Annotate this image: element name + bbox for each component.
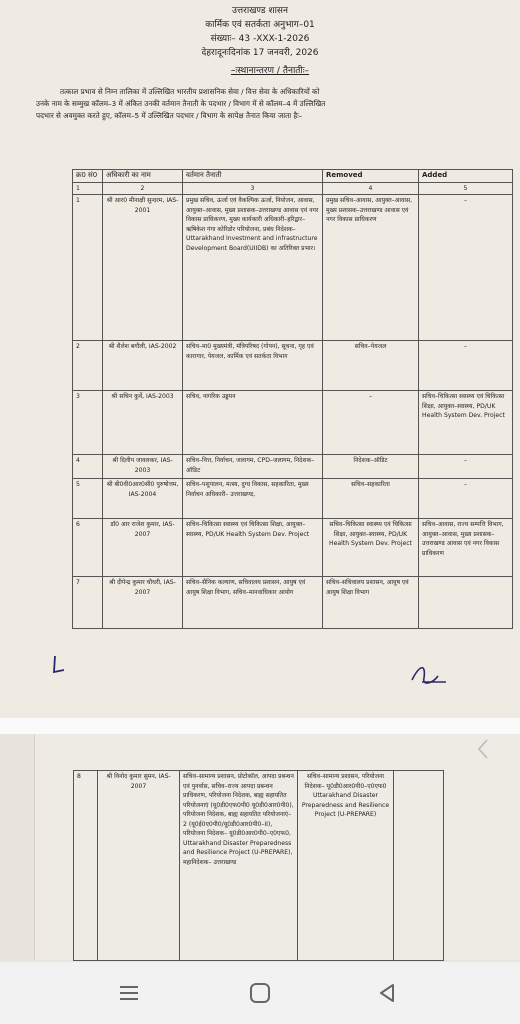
- current-posting-cell: प्रमुख सचिव, ऊर्जा एवं वैकल्पिक ऊर्जा, नियोजन, आवास, आयुक्त–आवास, मुख्य प्रशासक–उत्तराखण्ड आवास एवं नगर विकास प्राधिकरण, मुख्य कार्यकारी अधिकारी–हरिद्वार–ऋषिकेश गंगा कोरिडोर परियोजना, प्रबंध निदेशक– Uttarakhand Investment and infrastructure Development Board(UIIDB) का अतिरिक्त प्रभार।: [183, 195, 323, 341]
- added-cell: –: [419, 455, 513, 479]
- table-row: [73, 519, 513, 577]
- current-posting-cell: सचिव–चिकित्सा स्वास्थ्य एवं चिकित्सा शिक्षा, आयुक्त–स्वास्थ्य, PD/UK Health System Dev. Project: [183, 519, 323, 577]
- body-paragraph-line-2: उनके नाम के सम्मुख कॉलम–3 में अंकित उनकी वर्तमान तैनाती के पदभार / विभाग में से कॉलम–4 में उल्लिखित: [36, 99, 326, 108]
- removed-cell: सचिव–पेयजल: [323, 341, 419, 391]
- removed-cell: निदेशक–ऑडिट: [323, 455, 419, 479]
- org-title: उत्तराखण्ड शासन: [231, 6, 288, 16]
- column-number-row: [73, 182, 513, 195]
- table-row: [73, 341, 513, 391]
- table-row: [73, 195, 513, 341]
- officer-name-cell: डॉ0 आर राजेश कुमार, IAS-2007: [103, 519, 183, 577]
- table-row: [73, 455, 513, 479]
- added-cell: सचिव–चिकित्सा स्वास्थ्य एवं चिकित्सा शिक्षा, आयुक्त–स्वास्थ्य, PD/UK Health System Dev. Project: [419, 391, 513, 455]
- body-paragraph-line-1: तत्काल प्रभाव से निम्न तालिका में उल्लिखित भारतीय प्रशासनिक सेवा / वित्त सेवा के अधिकारियों को: [60, 87, 320, 96]
- page-gap: [0, 718, 520, 734]
- home-icon[interactable]: [245, 978, 275, 1008]
- removed-cell: –: [323, 391, 419, 455]
- header-removed: Removed: [323, 170, 419, 183]
- added-cell: [394, 771, 444, 961]
- removed-cell: प्रमुख सचिव–आवास, आयुक्त–आवास, मुख्य प्रशासक–उत्तराखण्ड आवास एवं नगर विकास प्राधिकरण: [323, 195, 419, 341]
- serial-cell: 1: [73, 195, 103, 341]
- added-cell: सचिव–आवास, राज्य सम्पत्ति विभाग, आयुक्त–आवास, मुख्य प्रशासक–उत्तराखण्ड आवास एवं नगर विकास प्राधिकरण: [419, 519, 513, 577]
- document-page-2: [34, 734, 520, 960]
- officer-name-cell: श्री विनोद कुमार सुमन, IAS-2007: [98, 771, 180, 961]
- current-posting-cell: सचिव–सामान्य प्रशासन, प्रोटोकॉल, आपदा प्रबन्धन एवं पुनर्वास, सचिव–राज्य आपदा प्रबन्धन प्राधिकरण, परियोजना निदेशक, बाह्य सहायतित परियोजनाएं (यू0डी0एफ0पी0 यू0डी0आर0पी0), परियोजना निदेशक, बाह्य सहायतित परियोजनाएं–2 (यू0ई0ए0पी0/यू0डी0आर0पी0–II), परियोजना निदेशक– यू0डी0आर0पी0–ए0एफ0, Uttarakhand Disaster Preparedness and Resilience Project (U-PREPARE), महानिदेशक– उत्तराखण्ड: [180, 771, 298, 961]
- officer-name-cell: श्री शैलेश बगौली, IAS-2002: [103, 341, 183, 391]
- removed-cell: सचिव–चिकित्सा स्वास्थ्य एवं चिकित्सा शिक्षा, आयुक्त–स्वास्थ्य, PD/UK Health System Dev. Project: [323, 519, 419, 577]
- header-added: Added: [419, 170, 513, 183]
- department-title: कार्मिक एवं सतर्कता अनुभाग–01: [205, 20, 315, 30]
- recent-apps-icon[interactable]: [114, 978, 144, 1008]
- chevron-left-icon[interactable]: [476, 738, 490, 760]
- current-posting-cell: सचिव–मा0 मुख्यमंत्री, मंत्रिपरिषद (गोपन), सूचना, गृह एवं कारागार, पेयजल, कार्मिक एवं सतर्कता विभाग: [183, 341, 323, 391]
- officer-name-cell: श्री आर0 मीनाक्षी सुन्दरम, IAS-2001: [103, 195, 183, 341]
- serial-cell: 6: [73, 519, 103, 577]
- current-posting-cell: सचिव, नागरिक उड्डयन: [183, 391, 323, 455]
- triangle-back-icon[interactable]: [372, 978, 402, 1008]
- table-row: [73, 479, 513, 519]
- reference-number: संख्याः– 43 -XXX-1-2026: [210, 34, 310, 44]
- removed-cell: सचिव–सामान्य प्रशासन, परियोजना निदेशक– यू0डी0आर0पी0–ए0एफ0 Uttarakhand Disaster Preparedness and Resilience Project (U-PREPARE): [298, 771, 394, 961]
- system-navigation-bar: [0, 962, 520, 1024]
- serial-cell: 2: [73, 341, 103, 391]
- header-serial: क्र0 सं0: [73, 170, 103, 183]
- current-posting-cell: सचिव–वित्त, निर्वाचन, जलागम, CPD–जलागम, निदेशक–ऑडिट: [183, 455, 323, 479]
- serial-cell: 4: [73, 455, 103, 479]
- added-cell: –: [419, 195, 513, 341]
- added-cell: –: [419, 341, 513, 391]
- added-cell: –: [419, 479, 513, 519]
- document-date: देहरादूनःदिनांक 17 जनवरी, 2026: [201, 48, 319, 58]
- body-paragraph-line-3: पदभार से अवमुक्त करते हुए, कॉलम–5 में उल्लिखित पदभार / विभाग के सापेक्ष तैनात किया जाता हैः–: [36, 111, 303, 120]
- col-number: 1: [73, 182, 103, 195]
- serial-cell: 7: [73, 577, 103, 629]
- subject-line: –ःस्थानान्तरण / तैनातीः–: [230, 66, 310, 76]
- table-header-row: [73, 170, 513, 183]
- added-cell: [419, 577, 513, 629]
- officer-name-cell: श्री बी0वी0आर0सी0 पुरुषोत्तम, IAS-2004: [103, 479, 183, 519]
- col-number: 2: [103, 182, 183, 195]
- col-number: 4: [323, 182, 419, 195]
- transfer-table: [72, 169, 513, 629]
- header-current: वर्तमान तैनाती: [183, 170, 323, 183]
- officer-name-cell: श्री सचिन कुर्वे, IAS-2003: [103, 391, 183, 455]
- serial-cell: 8: [74, 771, 98, 961]
- col-number: 3: [183, 182, 323, 195]
- table-row: [74, 771, 444, 961]
- current-posting-cell: सचिव–पशुपालन, मत्स्य, दुग्ध विकास, सहकारिता, मुख्य निर्वाचन अधिकारी– उत्तराखण्ड,: [183, 479, 323, 519]
- serial-cell: 3: [73, 391, 103, 455]
- header-name: अधिकारी का नाम: [103, 170, 183, 183]
- transfer-table-continued: [73, 770, 444, 961]
- removed-cell: सचिव–सहकारिता: [323, 479, 419, 519]
- handwritten-mark-icon: [50, 654, 68, 676]
- current-posting-cell: सचिव–सैनिक कल्याण, सचिवालय प्रशासन, आयुष एवं आयुष शिक्षा विभाग, सचिव–मानवाधिकार आयोग: [183, 577, 323, 629]
- removed-cell: सचिव–सचिवालय प्रशासन, आयुष एवं आयुष शिक्षा विभाग: [323, 577, 419, 629]
- serial-cell: 5: [73, 479, 103, 519]
- table-row: [73, 391, 513, 455]
- signature-icon: [408, 660, 448, 690]
- table-row: [73, 577, 513, 629]
- col-number: 5: [419, 182, 513, 195]
- officer-name-cell: श्री दिलीप जावलकर, IAS-2003: [103, 455, 183, 479]
- officer-name-cell: श्री दीपेन्द्र कुमार चौधरी, IAS-2007: [103, 577, 183, 629]
